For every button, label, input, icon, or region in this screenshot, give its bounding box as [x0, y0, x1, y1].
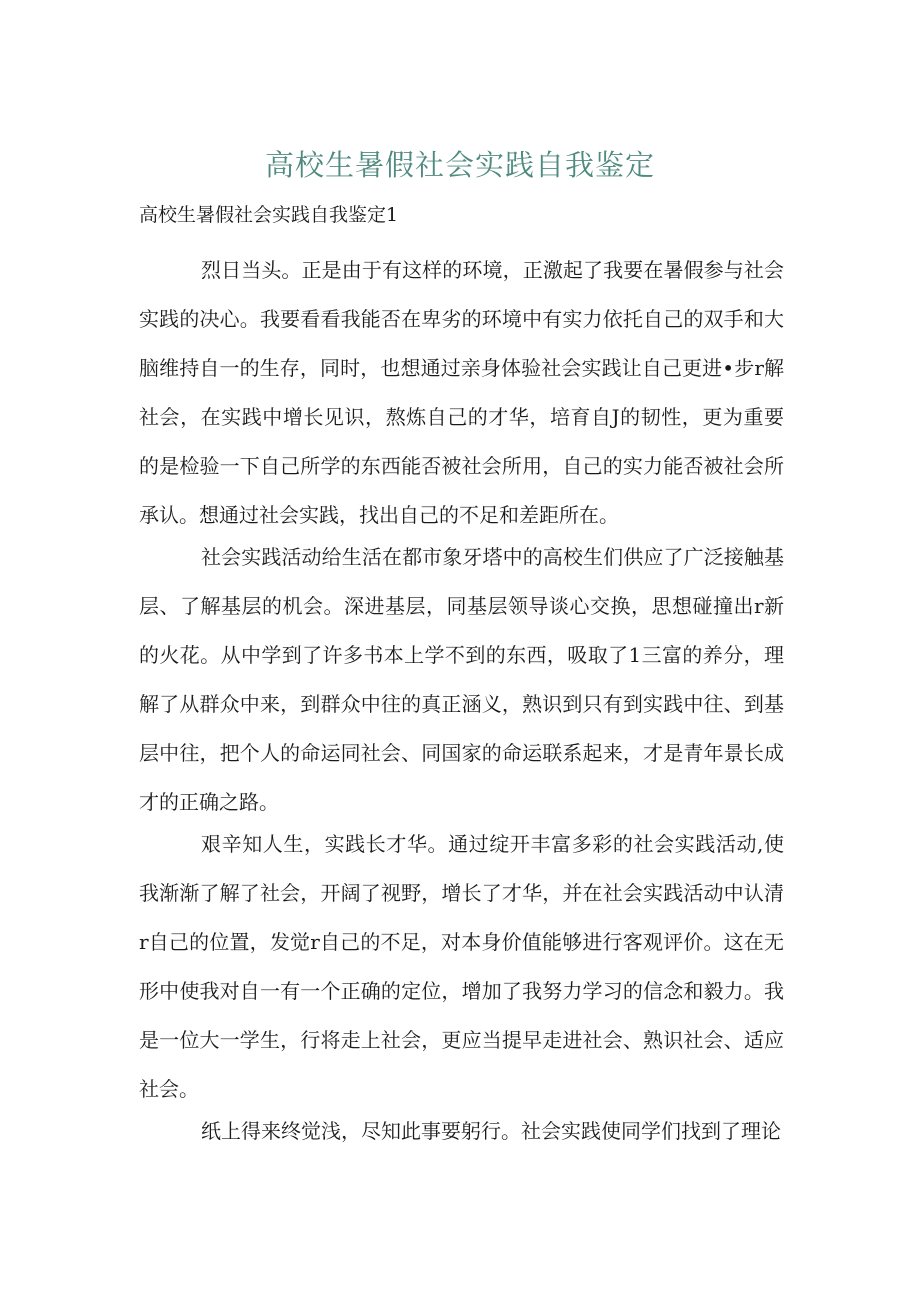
document-subtitle: 高校生暑假社会实践自我鉴定1	[139, 204, 399, 226]
paragraph-1: 烈日当头。正是由于有这样的环境，正激起了我要在暑假参与社会实践的决心。我要看看我能否在卑劣的环境中有实力依托自己的双手和大脑维持自一的生存，同时，也想通过亲身体验社会实践让自己更进•步r解社会，在实践中增长见识，熬炼自己的才华，培育自J的韧性，更为重要的是检验一下自己所学的东西能否被社会所用，自己的实力能否被社会所承认。想通过社会实践，找出自己的不足和差距所在。	[139, 258, 784, 527]
paragraph-4: 纸上得来终觉浅，尽知此事要躬行。社会实践使同学们找到了理论	[201, 1119, 781, 1143]
paragraph-2: 社会实践活动给生活在都市象牙塔中的高校生们供应了广泛接触基层、了解基层的机会。深进基层，同基层领导谈心交换，思想碰撞出r新的火花。从中学到了许多书本上学不到的东西，吸取了1三富的养分，理解了从群众中来，到群众中往的真正涵义，熟识到只有到实践中往、到基层中往，把个人的命运同社会、同国家的命运联系起来，才是青年景长成才的正确之路。	[139, 545, 784, 814]
document-title: 高校生暑假社会实践自我鉴定	[264, 148, 655, 182]
paragraph-3: 艰辛知人生，实践长才华。通过绽开丰富多彩的社会实践活动,使我渐渐了解了社会，开阔了视野，增长了才华，并在社会实践活动中认清r自己的位置，发觉r自己的不足，对本身价值能够进行客观评价。这在无形中使我对自一有一个正确的定位，增加了我努力学习的信念和毅力。我是一位大一学生，行将走上社会，更应当提早走进社会、熟识社会、适应社会。	[139, 832, 784, 1101]
